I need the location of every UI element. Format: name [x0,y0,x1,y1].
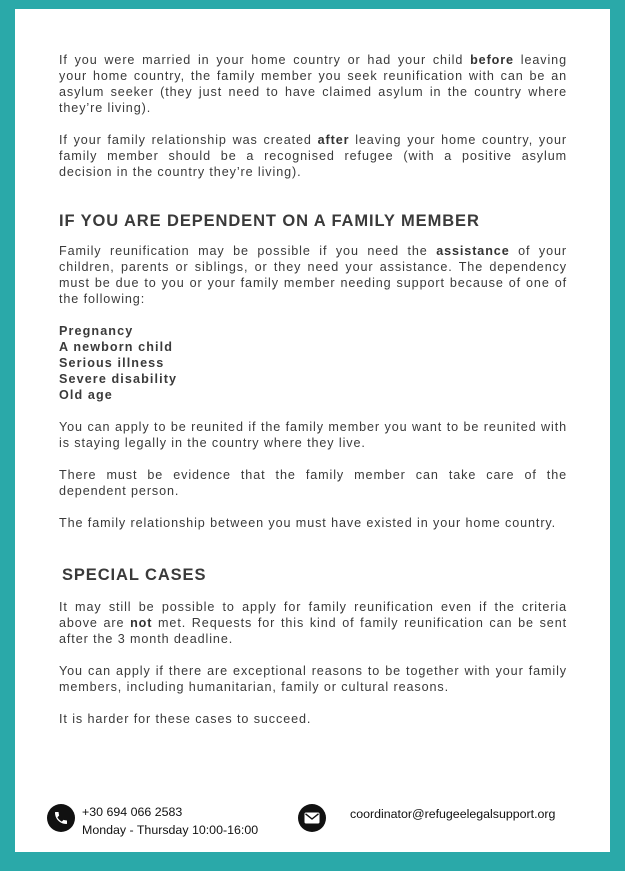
condition-item: Pregnancy [59,324,134,338]
dependent-paragraph-evidence: There must be evidence that the family member can take care of the dependent person. [59,468,567,498]
paragraph-before [59,52,567,116]
envelope-icon [298,804,326,832]
special-paragraph-criteria [59,599,567,647]
conditions-list [59,323,567,403]
phone-number[interactable]: +30 694 066 2583 [82,805,183,819]
special-paragraph-reasons: You can apply if there are exceptional reasons to be together with your family members, including humanitarian, family or cultural reasons. [59,664,567,694]
emphasis-not: not [130,616,153,630]
text-span: It may still be possible to apply for family reunification even if the criteria above are [59,600,567,630]
document-body [59,52,567,727]
special-paragraph-harder: It is harder for these cases to succeed. [59,712,312,726]
condition-item: Severe disability [59,372,178,386]
condition-item: Serious illness [59,356,165,370]
emphasis-after: after [317,133,350,147]
paragraph-after [59,132,567,180]
office-hours: Monday - Thursday 10:00-16:00 [82,823,259,837]
emphasis-assistance: assistance [436,244,510,258]
dependent-intro-paragraph [59,243,567,307]
document-page [15,9,610,852]
email-link[interactable]: coordinator@refugeelegalsupport.org [350,807,556,821]
text-span: leaving your home country, the family member you seek reunification with can be an asylum seeker (they just need to have claimed asylum in the country where they’re living). [59,53,567,115]
text-span: If you were married in your home country or had your child [59,53,471,67]
condition-item: Old age [59,388,113,402]
emphasis-before: before [470,53,514,67]
text-span: If your family relationship was created [59,133,318,147]
dependent-heading: IF YOU ARE DEPENDENT ON A FAMILY MEMBER [59,212,480,230]
dependent-paragraph-legal: You can apply to be reunited if the family member you want to be reunited with is staying legally in the country where they live. [59,420,567,450]
contact-footer [15,794,610,844]
text-span: met. Requests for this kind of family reunification can be sent after the 3 month deadline. [59,616,567,646]
text-span: of your children, parents or siblings, or they need your assistance. The dependency must be due to you or your family member needing support because of one of the following: [59,244,568,306]
text-span: Family reunification may be possible if you need the [59,244,437,258]
dependent-paragraph-relationship: The family relationship between you must have existed in your home country. [59,516,557,530]
condition-item: A newborn child [59,340,173,354]
phone-icon [47,804,75,832]
text-span: leaving your home country, your family member should be a recognised refugee (with a positive asylum decision in the country they’re living). [59,133,567,179]
special-cases-heading: SPECIAL CASES [62,566,207,584]
